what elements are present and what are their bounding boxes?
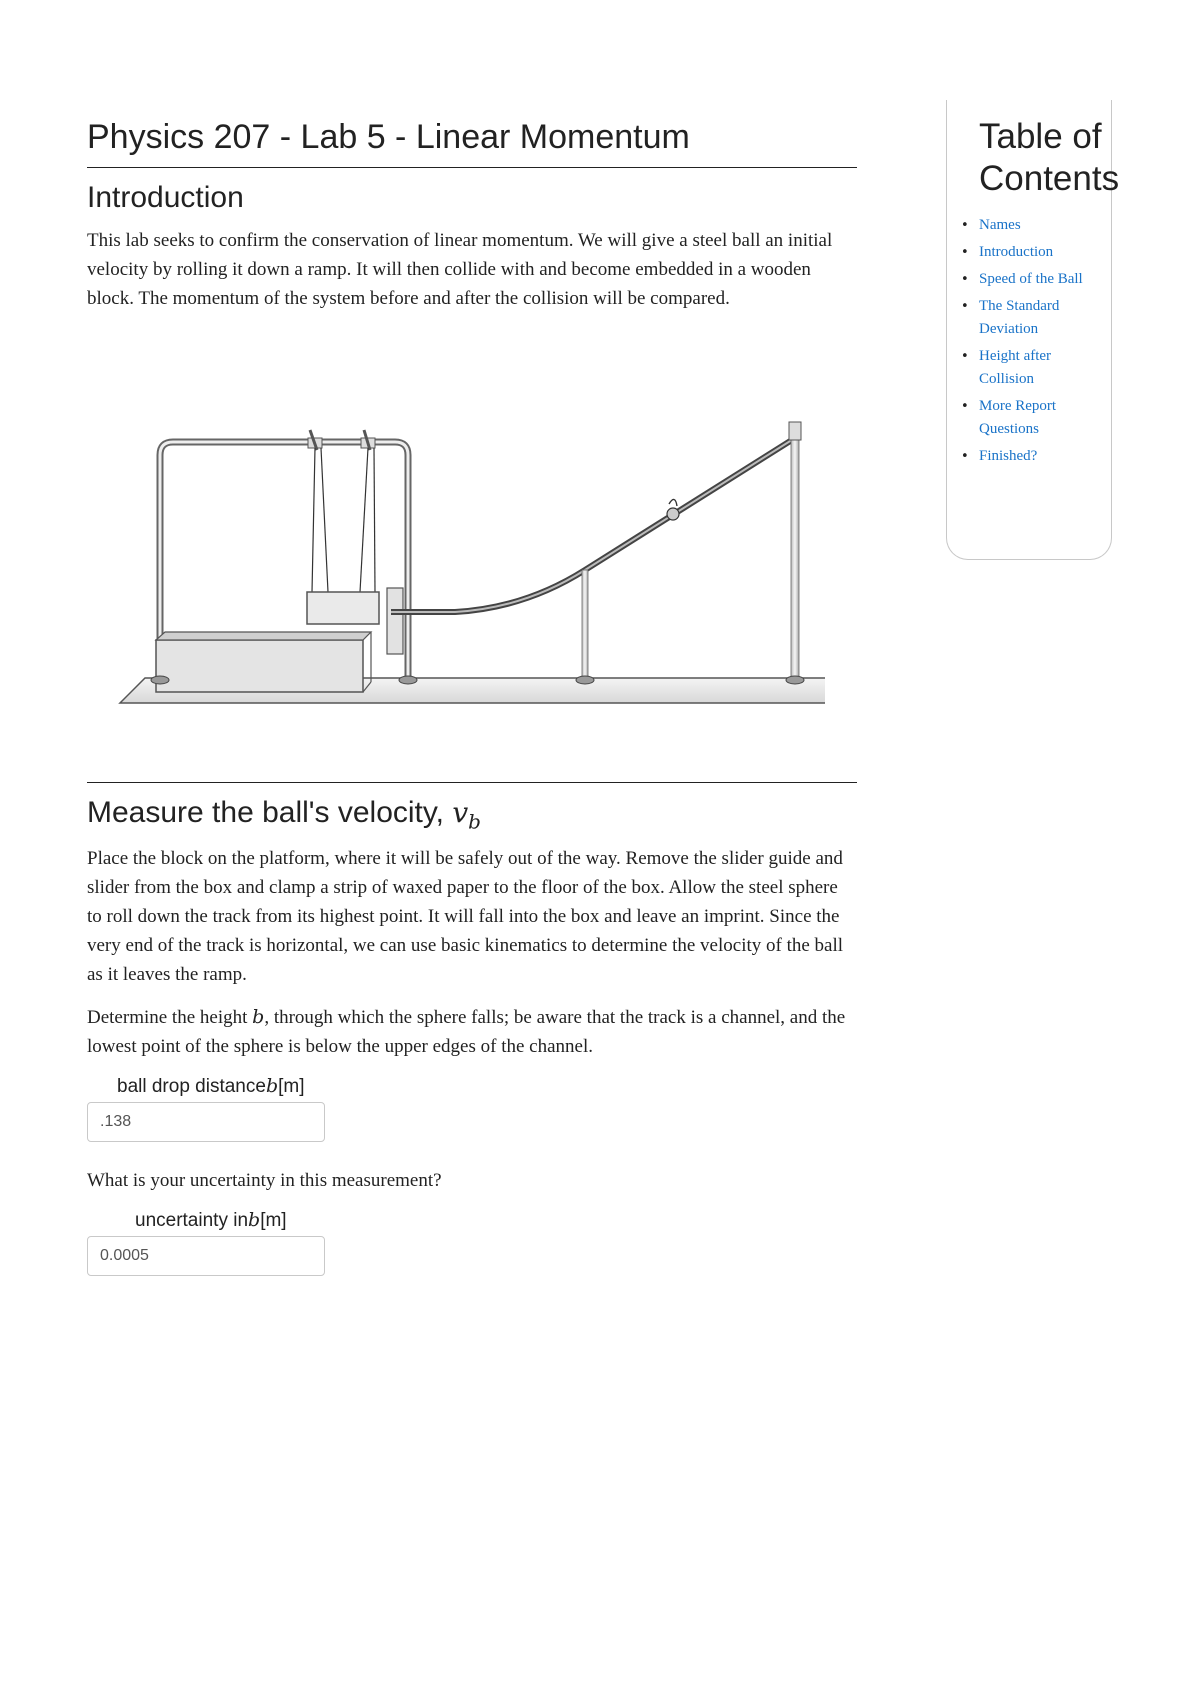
- main-content: [87, 100, 857, 327]
- toc-item-finished: [979, 445, 1089, 468]
- toc-list: [947, 214, 1111, 468]
- toc-item-std-dev: [979, 295, 1089, 341]
- toc-link-finished[interactable]: Finished?: [979, 448, 1038, 464]
- toc-item-questions: [979, 395, 1089, 441]
- uncertainty-field: [87, 1209, 857, 1276]
- measure-heading: Measure the ball's velocity, $v_b$: [87, 796, 481, 834]
- section-divider: [87, 782, 857, 783]
- toc-link-names[interactable]: Names: [979, 217, 1021, 233]
- page-title: Physics 207 - Lab 5 - Linear Momentum: [87, 118, 857, 168]
- drop-distance-input[interactable]: .138: [87, 1102, 325, 1142]
- steel-ball: [667, 508, 679, 520]
- toc-item-speed: [979, 268, 1089, 291]
- velocity-symbol: $v_b$: [452, 796, 481, 834]
- toc-link-standard-deviation[interactable]: The Standard Deviation: [979, 298, 1060, 337]
- toc-item-introduction: [979, 241, 1089, 264]
- toc-link-height-after-collision[interactable]: Height after Collision: [979, 348, 1052, 387]
- wooden-block: [307, 592, 379, 624]
- table-of-contents: [946, 100, 1120, 560]
- toc-link-speed-of-the-ball[interactable]: Speed of the Ball: [979, 271, 1083, 287]
- measure-paragraph-1: Place the block on the platform, where it will be safely out of the way. Remove the slider guide and slider from the box and clamp a strip of waxed paper to the floor of the box. Allow the steel sphere to roll down the track from its highest point. It will fall into the box and leave an imprint. Since the very end of the track is horizontal, we can use basic kinematics to determine the velocity of the ball as it leaves the ramp.: [87, 847, 844, 985]
- drop-distance-label: ball drop distanceb[m]: [117, 1074, 305, 1097]
- uncertainty-question: What is your uncertainty in this measurement?: [87, 1169, 442, 1191]
- ramp-track: [391, 438, 795, 612]
- toc-title: Table of Contents: [979, 117, 1120, 198]
- intro-paragraph: This lab seeks to confirm the conservation of linear momentum. We will give a steel ball an initial velocity by rolling it down a ramp. It will then collide with and become embedded in a wooden block. The momentum of the system before and after the collision will be compared.: [87, 230, 833, 310]
- toc-item-height: [979, 345, 1089, 391]
- ballistic-pendulum-diagram: [25, 370, 825, 720]
- uncertainty-label: uncertainty inb[m]: [135, 1208, 287, 1231]
- uncertainty-input[interactable]: 0.0005: [87, 1236, 325, 1276]
- catch-box: [156, 640, 363, 692]
- toc-link-introduction[interactable]: Introduction: [979, 244, 1054, 260]
- toc-item-names: [979, 214, 1089, 237]
- measure-paragraph-2: Determine the height b, through which the sphere falls; be aware that the track is a channel, and the lowest point of the sphere is below the upper edges of the channel.: [87, 1005, 846, 1057]
- intro-heading: Introduction: [87, 181, 244, 215]
- toc-link-more-report-questions[interactable]: More Report Questions: [979, 398, 1057, 437]
- drop-distance-field: [87, 1075, 857, 1142]
